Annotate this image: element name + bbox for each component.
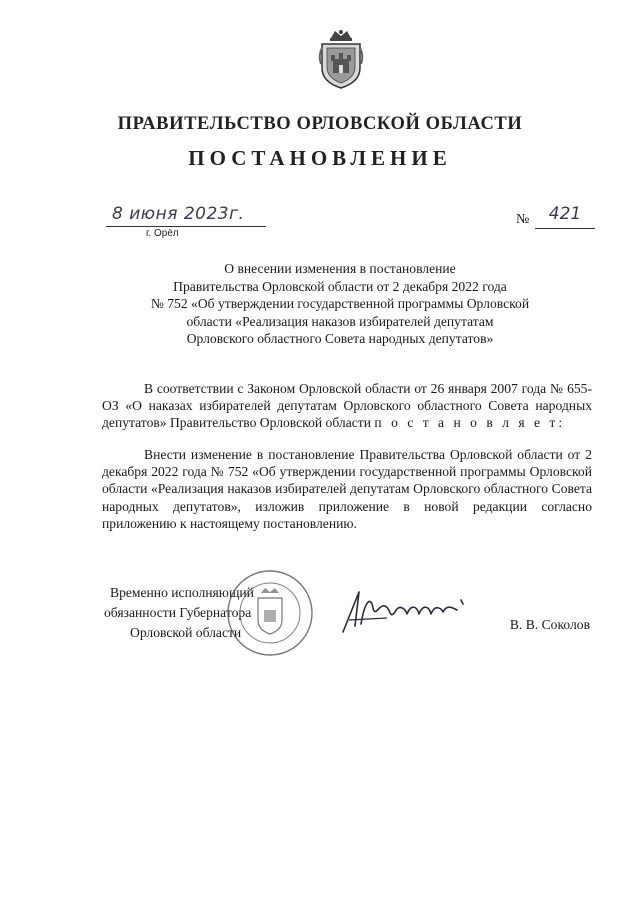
document-type: ПОСТАНОВЛЕНИЕ [188, 146, 452, 170]
position-line: обязанности Губернатора [104, 605, 252, 620]
resolves-word: п о с т а н о в л я е т: [374, 415, 566, 431]
subject-line: № 752 «Об утверждении государственной программы Орловской [150, 296, 530, 311]
document-subject [100, 260, 580, 348]
subject-line: Правительства Орловской области от 2 декабря 2022 года [173, 278, 507, 294]
signatory-name: В. В. Соколов [509, 617, 590, 632]
handwritten-number: 421 [548, 204, 582, 224]
subject-line: О внесении изменения в постановление [224, 261, 456, 276]
resolution-paragraph: Внести изменение в постановление Правительства Орловской области от 2 декабря 2022 года № 752 «Об утверждении государственной программы Орловской области «Реализация наказов избирателей депутатам Орловского областного Совета народных депутатов», изложив приложение в новой редакции согласно приложению к настоящему постановлению. [102, 447, 592, 531]
number-underline [535, 228, 595, 229]
official-seal-icon [225, 568, 315, 658]
number-label: № [516, 212, 530, 227]
coat-of-arms-icon [318, 28, 364, 90]
position-line: Временно исполняющий [110, 585, 254, 600]
preamble-paragraph [102, 380, 592, 432]
city-label: г. Орёл [146, 228, 179, 239]
date-underline [106, 226, 266, 227]
government-title: ПРАВИТЕЛЬСТВО ОРЛОВСКОЙ ОБЛАСТИ [117, 114, 523, 134]
subject-line: области «Реализация наказов избирателей депутатам [186, 313, 494, 329]
subject-line: Орловского областного Совета народных депутатов» [186, 331, 494, 346]
handwritten-date: 8 июня 2023г. [112, 204, 245, 224]
position-line: Орловской области [130, 625, 242, 640]
preamble-text: В соответствии с Законом Орловской области от 26 января 2007 года № 655-ОЗ «О наказах избирателей депутатам Орловского областного Совета народных депутатов» Правительство Орловской области [102, 381, 592, 431]
handwritten-signature-icon [335, 582, 475, 642]
